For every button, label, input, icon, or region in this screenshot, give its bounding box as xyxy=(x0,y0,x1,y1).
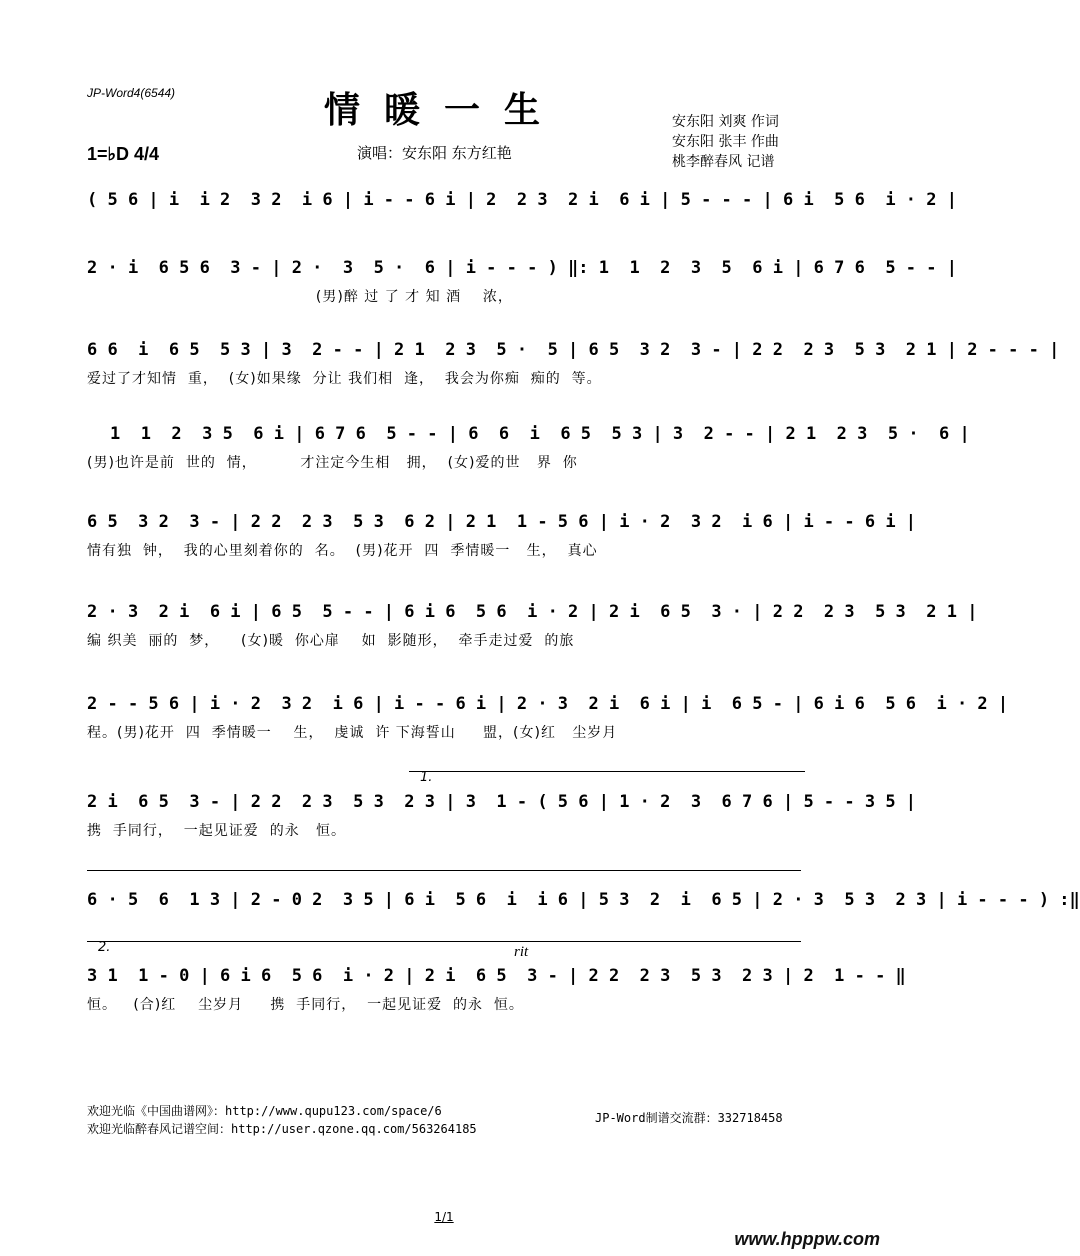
watermark-logo: www.hpppw.com xyxy=(734,1229,880,1249)
system-4-music: 1 1 2 3 5 6 i | 6 7 6 5 - - | 6 6 i 6 5 5 3 | 3 2 - - | 2 1 2 3 5 · 6 | xyxy=(110,424,970,444)
volta-1-continuation xyxy=(87,870,801,871)
system-3-music: 6 6 i 6 5 5 3 | 3 2 - - | 2 1 2 3 5 · 5 | 6 5 3 2 3 - | 2 2 2 3 5 3 2 1 | 2 - - - | xyxy=(87,340,1060,360)
footer-link-qzone[interactable]: 欢迎光临醉春风记谱空间：http://user.qzone.qq.com/563264185 xyxy=(87,1122,477,1136)
performers: 演唱：安东阳 东方红艳 xyxy=(357,144,512,162)
system-7-lyric: 程。(男)花开 四 季情暖一 生， 虔诚 许 下海誓山 盟，(女)红 尘岁月 xyxy=(87,725,618,741)
system-10-music: 3 1 1 - 0 | 6 i 6 5 6 i · 2 | 2 i 6 5 3 - | 2 2 2 3 5 3 2 3 | 2 1 - - ‖ xyxy=(87,966,906,986)
credit-lyrics: 安东阳 刘爽 作词 xyxy=(672,114,779,130)
page-number: 1/1 xyxy=(434,1210,454,1224)
volta-1-label: 1. xyxy=(420,770,433,785)
system-6-lyric: 编 织美 丽的 梦， (女)暖 你心扉 如 影随形， 牵手走过爱 的旅 xyxy=(87,633,575,649)
volta-2-label: 2. xyxy=(98,940,111,955)
system-8-music: 2 i 6 5 3 - | 2 2 2 3 5 3 2 3 | 3 1 - ( 5 6 | 1 · 2 3 6 7 6 | 5 - - 3 5 | xyxy=(87,792,917,812)
system-2-lyric: (男)醉 过 了 才 知 酒 浓， xyxy=(87,289,513,305)
system-7-music: 2 - - 5 6 | i · 2 3 2 i 6 | i - - 6 i | 2 · 3 2 i 6 i | i 6 5 - | 6 i 6 5 6 i · 2 | xyxy=(87,694,1009,714)
credit-music: 安东阳 张丰 作曲 xyxy=(672,134,779,150)
system-1-music: ( 5 6 | i i 2 3 2 i 6 | i - - 6 i | 2 2 3 2 i 6 i | 5 - - - | 6 i 5 6 i · 2 | xyxy=(87,190,957,210)
page-title: 情暖一生 xyxy=(323,89,564,131)
rit-marking: rit xyxy=(514,944,529,960)
system-8-lyric: 携 手同行， 一起见证爱 的永 恒。 xyxy=(87,823,347,839)
system-5-music: 6 5 3 2 3 - | 2 2 2 3 5 3 6 2 | 2 1 1 - 5 6 | i · 2 3 2 i 6 | i - - 6 i | xyxy=(87,512,917,532)
system-6-music: 2 · 3 2 i 6 i | 6 5 5 - - | 6 i 6 5 6 i · 2 | 2 i 6 5 3 · | 2 2 2 3 5 3 2 1 | xyxy=(87,602,978,622)
footer-link-qupu[interactable]: 欢迎光临《中国曲谱网》：http://www.qupu123.com/space/6 xyxy=(87,1104,442,1118)
volta-2-bracket xyxy=(87,941,801,942)
footer-group: JP-Word制谱交流群：332718458 xyxy=(595,1111,783,1125)
volta-1-bracket xyxy=(409,771,805,772)
system-2-music: 2 · i 6 5 6 3 - | 2 · 3 5 · 6 | i - - - ) ‖: 1 1 2 3 5 6 i | 6 7 6 5 - - | xyxy=(87,258,957,278)
system-10-lyric: 恒。 (合)红 尘岁月 携 手同行， 一起见证爱 的永 恒。 xyxy=(87,997,524,1013)
credits xyxy=(672,112,779,172)
system-5-lyric: 情有独 钟， 我的心里刻着你的 名。 (男)花开 四 季情暖一 生， 真心 xyxy=(87,543,598,559)
credit-notation: 桃李醉春风 记谱 xyxy=(672,154,775,170)
software-tag: JP-Word4(6544) xyxy=(87,86,176,100)
footer-links xyxy=(87,1102,477,1138)
system-4-lyric: (男)也许是前 世的 情， 才注定今生相 拥， (女)爱的世 界 你 xyxy=(87,455,578,471)
key-signature: 1=♭D 4/4 xyxy=(87,144,160,164)
system-3-lyric: 爱过了才知情 重， (女)如果缘 分让 我们相 逢， 我会为你痴 痴的 等。 xyxy=(87,371,602,387)
system-9-music: 6 · 5 6 1 3 | 2 - 0 2 3 5 | 6 i 5 6 i i 6 | 5 3 2 i 6 5 | 2 · 3 5 3 2 3 | i - - - ) :‖ xyxy=(87,890,1080,910)
